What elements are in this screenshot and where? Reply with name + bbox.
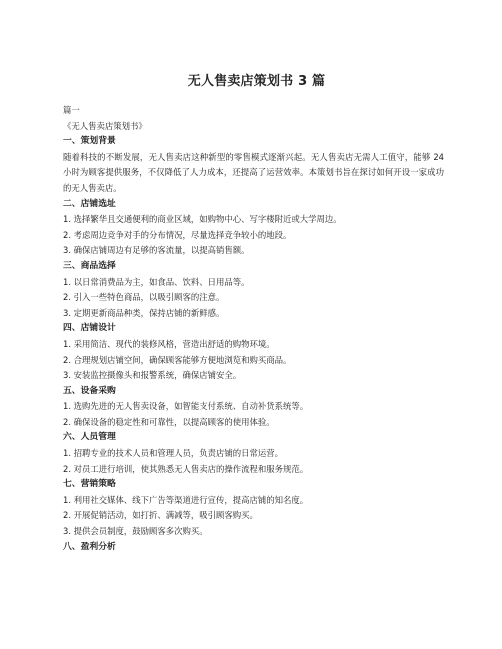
section-paragraph-background: 随着科技的不断发展，无人售卖店这种新型的零售模式逐渐兴起。无人售卖店无需人工值守，能够 24 小时为顾客提供服务，不仅降低了人力成本，还提高了运营效率。本策划书旨在探讨如何开设一家成功的无人售卖店。: [63, 151, 444, 193]
part-label: 篇一: [63, 105, 80, 115]
list-item: 1. 选购先进的无人售卖设备，如智能支付系统、自动补货系统等。: [63, 401, 309, 412]
book-title: 《无人售卖店策划书》: [63, 120, 147, 131]
list-item: 2. 确保设备的稳定性和可靠性，以提高顾客的使用体验。: [63, 416, 275, 427]
list-item: 1. 选择繁华且交通便利的商业区域，如购物中心、写字楼附近或大学周边。: [63, 214, 342, 225]
list-item: 3. 确保店铺周边有足够的客流量，以提高销售额。: [63, 245, 250, 256]
list-item: 3. 提供会员制度，鼓励顾客多次购买。: [63, 526, 208, 537]
list-item: 1. 以日常消费品为主，如食品、饮料、日用品等。: [63, 276, 250, 287]
section-heading-staff: 六、人员管理: [63, 432, 116, 443]
list-item: 3. 安装监控摄像头和报警系统，确保店铺安全。: [63, 370, 242, 381]
list-item: 1. 采用简洁、现代的装修风格，营造出舒适的购物环境。: [63, 338, 275, 349]
section-heading-products: 三、商品选择: [63, 260, 116, 271]
section-heading-design: 四、店铺设计: [63, 323, 116, 334]
document-title: 无人售卖店策划书 3 篇: [187, 74, 326, 89]
list-item: 2. 对员工进行培训，使其熟悉无人售卖店的操作流程和服务规范。: [63, 463, 309, 474]
section-heading-profit: 八、盈利分析: [63, 541, 116, 552]
section-heading-marketing: 七、营销策略: [63, 479, 116, 490]
list-item: 2. 引入一些特色商品，以吸引顾客的注意。: [63, 292, 225, 303]
list-item: 2. 合理规划店铺空间，确保顾客能够方便地浏览和购买商品。: [63, 354, 292, 365]
list-item: 1. 招聘专业的技术人员和管理人员，负责店铺的日常运营。: [63, 448, 284, 459]
section-heading-location: 二、店铺选址: [63, 198, 116, 209]
section-heading-background: 一、策划背景: [63, 136, 116, 147]
section-heading-equipment: 五、设备采购: [63, 385, 116, 396]
list-item: 2. 开展促销活动，如打折、满减等，吸引顾客购买。: [63, 510, 258, 521]
list-item: 1. 利用社交媒体、线下广告等渠道进行宣传，提高店铺的知名度。: [63, 494, 309, 505]
list-item: 3. 定期更新商品种类，保持店铺的新鲜感。: [63, 307, 225, 318]
list-item: 2. 考虑周边竞争对手的分布情况，尽量选择竞争较小的地段。: [63, 229, 292, 240]
